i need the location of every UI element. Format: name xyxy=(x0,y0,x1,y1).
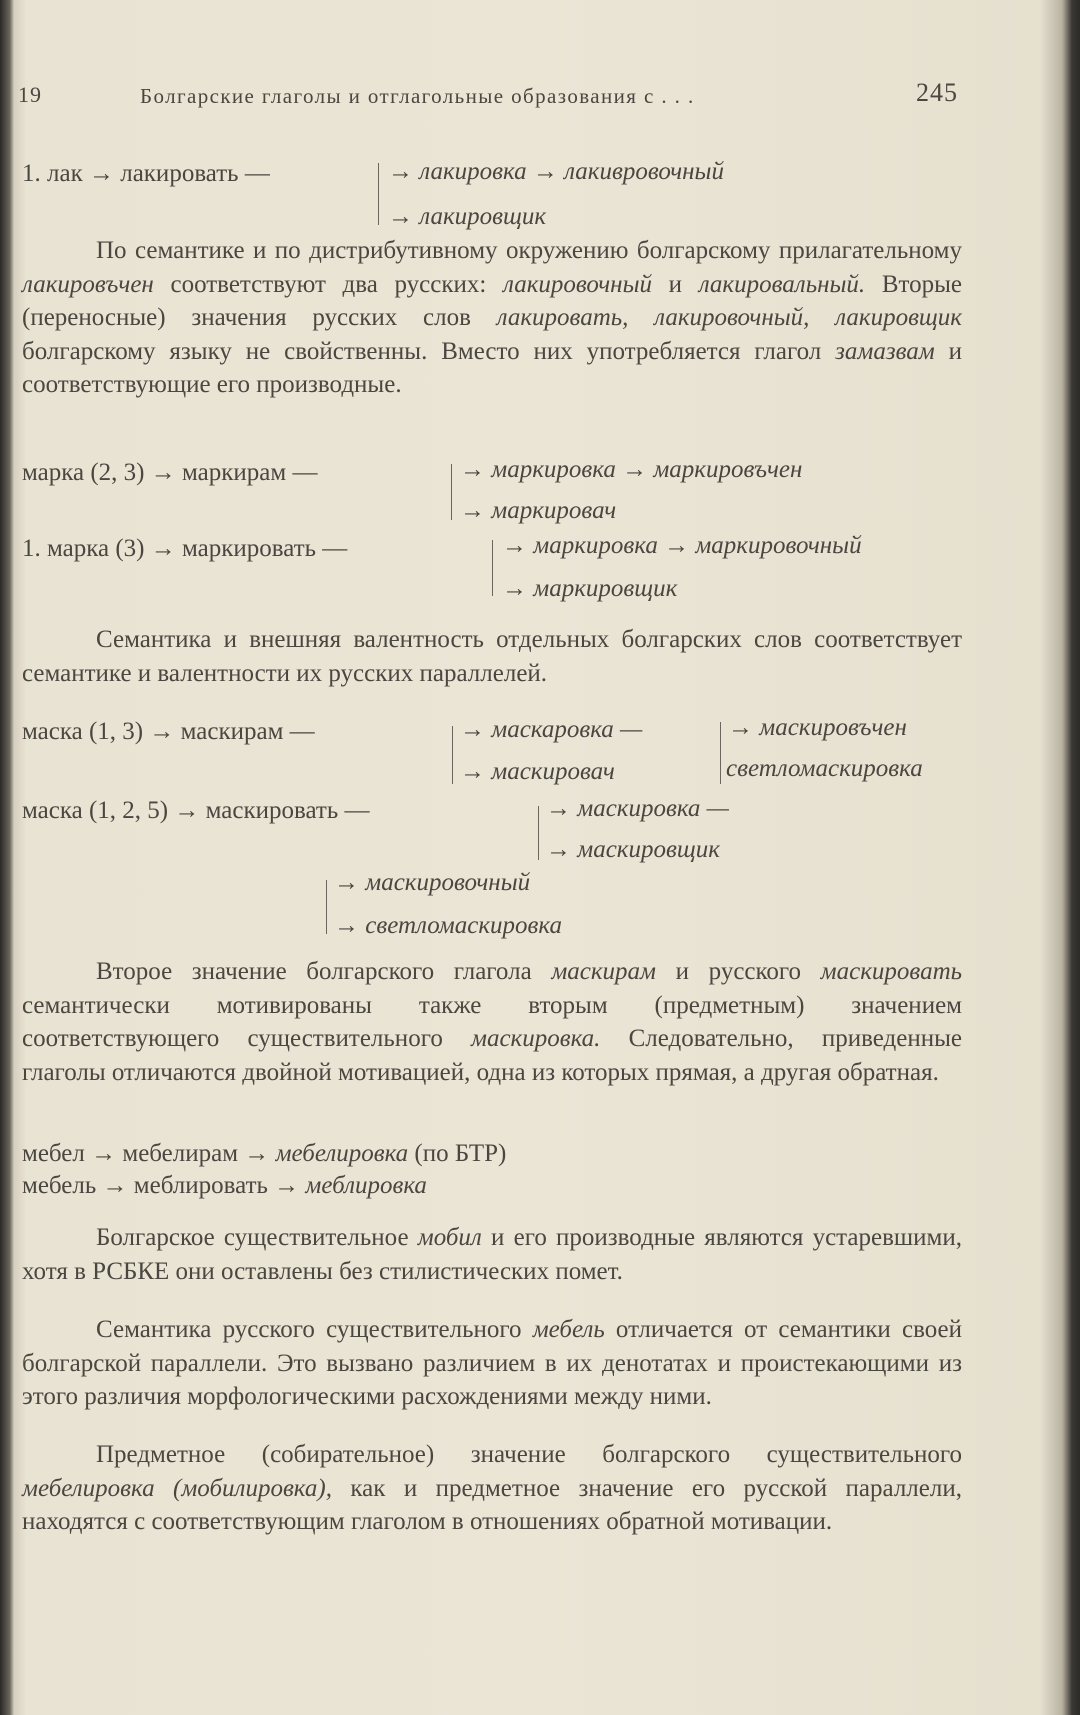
paragraph xyxy=(22,623,962,690)
italic-term: маскирам xyxy=(551,958,657,985)
text-run: болгарскому языку не свойственны. Вместо них употребляется глагол xyxy=(22,337,836,365)
page-number: 245 xyxy=(916,78,958,107)
scheme-line xyxy=(22,1172,427,1200)
paragraph xyxy=(22,1313,962,1414)
text-run: соответствуют два русских: xyxy=(153,270,503,298)
paragraph-text: Семантика и внешняя валентность отдельных болгарских слов соответствует семантике и валентности их русских параллелей. xyxy=(22,626,962,687)
scheme-lead: маска (1, 2, 5) → маскировать — xyxy=(22,797,370,824)
scheme-lead: марка (2, 3) → маркирам — xyxy=(22,459,318,486)
italic-term: мебелировка xyxy=(275,1140,409,1167)
scheme-branch: → маркировщик xyxy=(502,575,678,602)
scheme-lead: маска (1, 3) → маскирам — xyxy=(22,718,315,745)
scheme-branch: → маркировка → маркировъчен xyxy=(460,456,803,483)
italic-term: лакировъчен xyxy=(22,270,154,298)
italic-term: лакировочный xyxy=(502,270,653,298)
previous-page-number: 19 xyxy=(18,82,42,107)
scheme-lead: 1. лак → лакировать — xyxy=(22,160,270,187)
text-run: Второе значение болгарского глагола xyxy=(96,958,552,985)
text-run: и русского xyxy=(656,958,821,985)
italic-term: лакировать, лакировочный, лакировщик xyxy=(496,304,962,331)
scheme-branch: → лакировщик xyxy=(388,203,547,230)
paragraph xyxy=(22,1438,962,1539)
italic-term: мобил xyxy=(417,1224,482,1251)
text-run: и соответствующие его производные. xyxy=(22,337,962,398)
italic-term: лакировальный. xyxy=(698,270,866,298)
italic-term: мебелировка (мобилировка), xyxy=(22,1474,332,1502)
italic-term: меблировка xyxy=(305,1172,427,1199)
text-run: мебель → меблировать → xyxy=(22,1172,306,1199)
scheme-branch: → маскаровка — xyxy=(460,716,643,743)
text-run: Предметное (собирательное) значение болгарского существительного xyxy=(96,1441,962,1468)
scheme-bracket xyxy=(452,726,453,784)
text-run: и xyxy=(652,270,699,298)
scheme-bracket xyxy=(538,806,539,860)
scheme-bracket xyxy=(378,163,379,225)
scheme-branch: → маскировъчен xyxy=(728,714,907,741)
text-run: как и предметное значение его русской параллели, находятся с соответствующим глаголом в отношениях обратной мотивации. xyxy=(22,1474,962,1535)
text-run: отличается от семантики своей болгарской параллели. Это вызвано различием в их денотатах и проистекающими из этого различия морфологическими расхождениями между ними. xyxy=(22,1316,962,1410)
scheme-lead: 1. марка (3) → маркировать — xyxy=(22,535,348,562)
scheme-branch: → маркировка → маркировочный xyxy=(502,532,862,559)
text-run: Болгарское существительное xyxy=(96,1224,418,1251)
text-run: По семантике и по дистрибутивному окружению болгарскому прилагательному xyxy=(96,237,962,264)
running-title: Болгарские глаголы и отглагольные образования с . . . xyxy=(140,84,695,108)
text-run: мебел → мебелирам → xyxy=(22,1140,276,1167)
text-run: Семантика русского существительного xyxy=(96,1316,533,1343)
scheme-bracket xyxy=(720,722,721,784)
scheme-line xyxy=(22,1140,506,1168)
scheme-branch: → маркировач xyxy=(460,497,617,524)
text-run: Вторые (переносные) значения русских слов xyxy=(22,270,962,331)
text-run: семантически мотивированы также вторым (предметным) значением соответствующего существительного xyxy=(22,991,962,1052)
scheme-bracket xyxy=(326,880,327,934)
italic-term: маскировать xyxy=(820,958,963,985)
text-run: Следовательно, приведенные глаголы отличаются двойной мотивацией, одна из которых прямая, а другая обратная. xyxy=(22,1025,962,1086)
paragraph xyxy=(22,234,962,402)
running-header xyxy=(18,78,958,112)
scheme-branch: → маскировка — xyxy=(546,795,729,822)
scheme-branch: → маскировач xyxy=(460,758,615,785)
scheme-branch: светломаскировка xyxy=(726,755,923,782)
italic-term: маскировка. xyxy=(471,1025,601,1052)
paragraph xyxy=(22,955,962,1089)
italic-term: замазвам xyxy=(835,337,935,365)
text-run: и его производные являются устаревшими, хотя в РСБКЕ они оставлены без стилистических помет. xyxy=(22,1224,962,1285)
paragraph xyxy=(22,1221,962,1288)
scheme-branch: → маскировочный xyxy=(334,869,531,896)
scheme-branch: → светломаскировка xyxy=(334,912,562,939)
text-run: (по БТР) xyxy=(408,1140,507,1167)
scheme-branch: → маскировщик xyxy=(546,836,720,863)
scheme-bracket xyxy=(492,540,493,596)
scheme-branch: → лакировка → лакивровочный xyxy=(388,158,724,185)
scheme-bracket xyxy=(451,464,452,520)
italic-term: мебель xyxy=(532,1316,605,1343)
